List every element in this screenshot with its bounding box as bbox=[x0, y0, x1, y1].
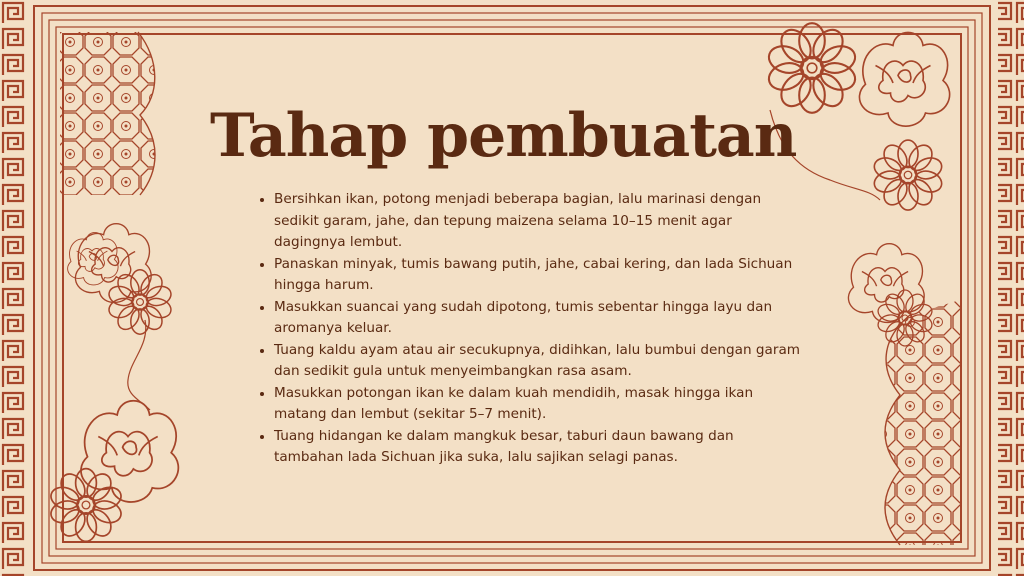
steps-list bbox=[257, 189, 804, 469]
step-item: • Masukkan potongan ikan ke dalam kuah mendidih, masak hingga ikan matang dan lembut (sekitar 5–7 menit). bbox=[274, 383, 804, 426]
step-item: • Bersihkan ikan, potong menjadi beberapa bagian, lalu marinasi dengan sedikit garam, jahe, dan tepung maizena selama 10–15 menit agar dagingnya lembut. bbox=[274, 189, 804, 254]
step-item: • Masukkan suancai yang sudah dipotong, tumis sebentar hingga layu dan aromanya keluar. bbox=[274, 297, 804, 340]
step-item: • Tuang kaldu ayam atau air secukupnya, didihkan, lalu bumbui dengan garam dan sedikit gula untuk menyeimbangkan rasa asam. bbox=[274, 340, 804, 383]
step-item: • Panaskan minyak, tumis bawang putih, jahe, cabai kering, dan lada Sichuan hingga harum. bbox=[274, 254, 804, 297]
slide-title: Tahap pembuatan bbox=[210, 101, 797, 171]
step-item: • Tuang hidangan ke dalam mangkuk besar, taburi daun bawang dan tambahan lada Sichuan jika suka, lalu sajikan selagi panas. bbox=[274, 426, 804, 469]
